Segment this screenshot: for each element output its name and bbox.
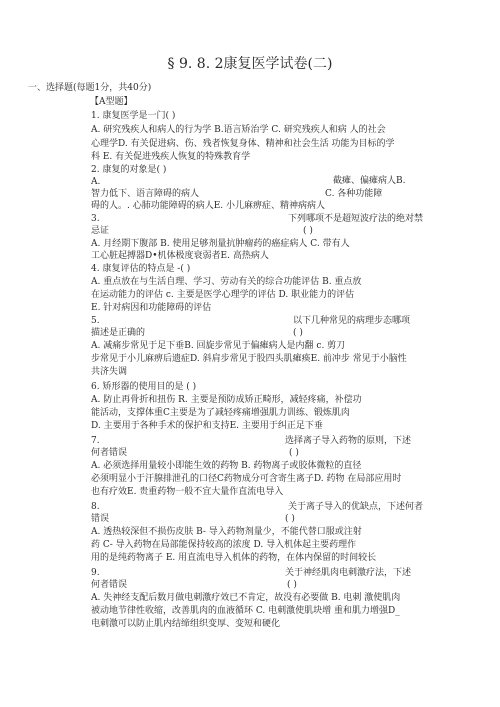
question-type-heading: 【A型题】 xyxy=(90,97,133,107)
q8-options-line: 用的是纯药物离子 E. 用直流电导入机体的药物，在体内保留的时间较长 xyxy=(91,553,377,563)
q7-options-line: A. 必须选择用量较小即能生效的药物 B. 药物离子或胶体微粒的直径 xyxy=(91,461,362,471)
q4-options-line: 在运动能力的评估 c. 主要是医学心理学的评估 D. 职业能力的评估 xyxy=(91,290,355,300)
q6-options-line: D. 主要用于各种手术的保护和支持E. 主要用于纠正足下垂 xyxy=(91,421,323,431)
q7-stem-cont: 何者错误 xyxy=(91,448,128,458)
q7-options-line: 必须明显小于汗腺排泄孔的口径C药物成分可含寄生离子D. 药物 在局部应用时 xyxy=(91,474,402,484)
q3-number: 3. xyxy=(91,214,100,224)
q9-options-line: 电刺激可以防止肌内结缔组织变厚、变短和硬化 xyxy=(91,619,281,629)
q1-options-line: 科 E. 有关促进残疾人恢复的特殊教育学 xyxy=(91,152,251,162)
q5-paren: ( ) xyxy=(293,328,303,338)
q8-stem: 关于离子导入的优缺点，下述何者 xyxy=(288,502,424,512)
q5-stem-cont: 描述是正确的 xyxy=(91,328,146,338)
q9-stem-cont: 何者错误 xyxy=(91,580,128,590)
q2-options-line: 碍的人。. 心肺功能障碍的病人E. 小儿麻痹症、精神病病人 xyxy=(91,201,326,211)
q5-number: 5. xyxy=(91,316,100,326)
q8-options-line: 药 C- 导入药物在局部能保持较高的浓度 D. 导入机体起主要药理作 xyxy=(91,540,357,550)
q3-options-line: A. 月经期下腹部 B. 使用足够剂量抗肿瘤药的癌症病人 C. 带有人 xyxy=(91,239,350,249)
q3-stem-cont: 忌证 xyxy=(91,226,110,236)
q5-stem: 以下几种常见的病理步态哪项 xyxy=(293,316,411,326)
page-title: § 9. 8. 2康复医学试卷(二) xyxy=(167,56,333,72)
q3-paren: ( ) xyxy=(303,226,313,236)
q6-options-line: A. 防止再骨折和扭伤 R. 主要是预防成矫正畸形，减轻疼痛，补偿功 xyxy=(91,395,362,405)
q4-options-line: E. 针对病因和功能障碍的评估 xyxy=(91,303,212,313)
q8-options-line: A. 透热较深但不损伤皮肤 B- 导入药物剂量少，不能代替口服或注射 xyxy=(91,527,362,537)
q3-options-line: 工心脏起搏器D•机体极度衰弱者E. 高热病人 xyxy=(91,251,269,261)
q9-options-line: A. 失神经支配后数月做电刺激疗效已不肯定，故没有必要做 B. 电刺 激使肌肉 xyxy=(91,593,401,603)
q5-options-line: A. 减痛步常见于足下垂B. 回旋步常见于偏瘫病人是内翻 c. 剪刀 xyxy=(91,341,346,351)
q5-options-line: 共济失调 xyxy=(91,367,128,377)
q7-number: 7. xyxy=(91,436,100,446)
q8-stem-cont: 错误 xyxy=(91,514,110,524)
q9-stem: 关于神经肌肉电刺激疗法，下述 xyxy=(285,568,412,578)
q2-option-b-text: 智力低下、语言障碍的病人 xyxy=(91,189,200,199)
q7-paren: ( ) xyxy=(289,448,299,458)
q4-options-line: A. 重点放在与生活自理、学习、劳动有关的综合功能评估 B. 重点放 xyxy=(91,277,362,287)
q5-options-line: 步常见于小儿麻痹后遗症D. 斜肩步常见于股四头肌瘫痪E. 前冲步 常见于小脑性 xyxy=(91,354,407,364)
q8-number: 8. xyxy=(91,502,100,512)
q4-stem: 4. 康复评估的特点是 -( ) xyxy=(91,264,191,274)
q7-options-line: 也有疗效E. 贵重药物一般不宜大量作直流电导入 xyxy=(91,487,284,497)
q9-options-line: 被动地节律性收缩，改善肌肉的血液循环 C. 电刺激使肌块增 重和肌力增强D_ xyxy=(91,606,400,616)
q3-stem: 下列哪项不是超短波疗法的绝对禁 xyxy=(288,214,424,224)
q9-number: 9. xyxy=(91,568,100,578)
q1-options-line: A. 研究残疾人和病人的行为学 B.语言矫治学 C. 研究残疾人和病 人的社会 xyxy=(91,125,386,135)
q1-options-line: 心理学D. 有关促进病、伤、残者恢复身体、精神和社会生活 功能为目标的学 xyxy=(91,139,395,149)
q8-paren: ( ) xyxy=(285,514,295,524)
section-heading: 一、选择题(每题1分，共40分) xyxy=(28,83,152,93)
q2-option-a: A. xyxy=(91,177,101,187)
q6-stem: 6. 矫形器的使用目的是 ( ) xyxy=(91,382,197,392)
q9-paren: ( ) xyxy=(287,580,297,590)
q1-stem: 1. 康复医学是一门( ) xyxy=(91,111,176,121)
q2-option-c: C. 各种功能障 xyxy=(325,189,383,199)
q7-stem: 选择离子导入药物的原则，下述 xyxy=(285,436,412,446)
q2-stem: 2. 康复的对象是( ) xyxy=(91,165,167,175)
q2-option-a-text: 截瘫、偏瘫病人B. xyxy=(333,176,406,186)
q6-options-line: 能活动，支撑体重C主要是为了减轻疼痛增强肌力训练、锻炼肌肉 xyxy=(91,408,350,418)
